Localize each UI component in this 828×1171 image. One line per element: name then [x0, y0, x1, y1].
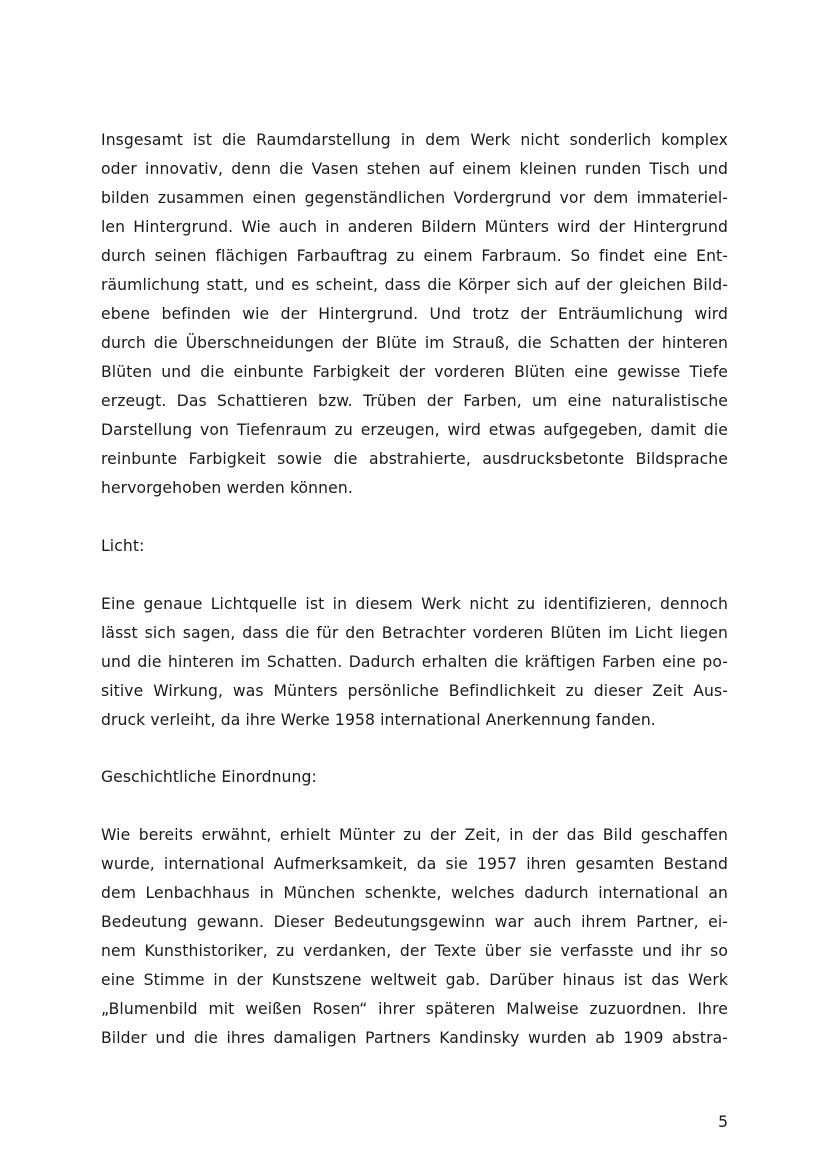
text-line: Bilder und die ihres damaligen Partners Kandinsky wurden ab 1909 abstra-	[101, 1029, 728, 1047]
section-heading-geschichte: Geschichtliche Einordnung:	[101, 768, 317, 786]
text-line: „Blumenbild mit weißen Rosen“ ihrer späteren Malweise zuzuordnen. Ihre	[101, 1000, 728, 1018]
text-line: lässt sich sagen, dass die für den Betrachter vorderen Blüten im Licht liegen	[101, 624, 728, 642]
text-line: sitive Wirkung, was Münters persönliche Befindlichkeit zu dieser Zeit Aus-	[101, 682, 728, 700]
text-line: Wie bereits erwähnt, erhielt Münter zu der Zeit, in der das Bild geschaffen	[101, 826, 728, 844]
text-line: Bedeutung gewann. Dieser Bedeutungsgewinn war auch ihrem Partner, ei-	[101, 913, 728, 931]
text-line: dem Lenbachhaus in München schenkte, welches dadurch international an	[101, 884, 728, 902]
text-line: erzeugt. Das Schattieren bzw. Trüben der Farben, um eine naturalistische	[101, 392, 728, 410]
text-line: eine Stimme in der Kunstszene weltweit gab. Darüber hinaus ist das Werk	[101, 971, 728, 989]
text-line: wurde, international Aufmerksamkeit, da sie 1957 ihren gesamten Bestand	[101, 855, 728, 873]
text-line: druck verleiht, da ihre Werke 1958 international Anerkennung fanden.	[101, 711, 656, 729]
text-line: hervorgehoben werden können.	[101, 479, 353, 497]
text-line: Insgesamt ist die Raumdarstellung in dem Werk nicht sonderlich komplex	[101, 131, 728, 149]
text-line: nem Kunsthistoriker, zu verdanken, der Texte über sie verfasste und ihr so	[101, 942, 728, 960]
text-line: Eine genaue Lichtquelle ist in diesem Werk nicht zu identifizieren, dennoch	[101, 595, 728, 613]
text-line: reinbunte Farbigkeit sowie die abstrahierte, ausdrucksbetonte Bildsprache	[101, 450, 728, 468]
text-line: und die hinteren im Schatten. Dadurch erhalten die kräftigen Farben eine po-	[101, 653, 728, 671]
text-line: bilden zusammen einen gegenständlichen Vordergrund vor dem immateriel-	[101, 189, 728, 207]
text-line: Blüten und die einbunte Farbigkeit der vorderen Blüten eine gewisse Tiefe	[101, 363, 728, 381]
text-line: len Hintergrund. Wie auch in anderen Bildern Münters wird der Hintergrund	[101, 218, 728, 236]
text-line: räumlichung statt, und es scheint, dass die Körper sich auf der gleichen Bild-	[101, 276, 728, 294]
text-line: oder innovativ, denn die Vasen stehen auf einem kleinen runden Tisch und	[101, 160, 728, 178]
text-line: durch die Überschneidungen der Blüte im Strauß, die Schatten der hinteren	[101, 334, 728, 352]
text-line: Darstellung von Tiefenraum zu erzeugen, wird etwas aufgegeben, damit die	[101, 421, 728, 439]
section-heading-licht: Licht:	[101, 537, 145, 555]
text-line: ebene befinden wie der Hintergrund. Und trotz der Enträumlichung wird	[101, 305, 728, 323]
page-number: 5	[718, 1113, 728, 1131]
text-line: durch seinen flächigen Farbauftrag zu einem Farbraum. So findet eine Ent-	[101, 247, 728, 265]
